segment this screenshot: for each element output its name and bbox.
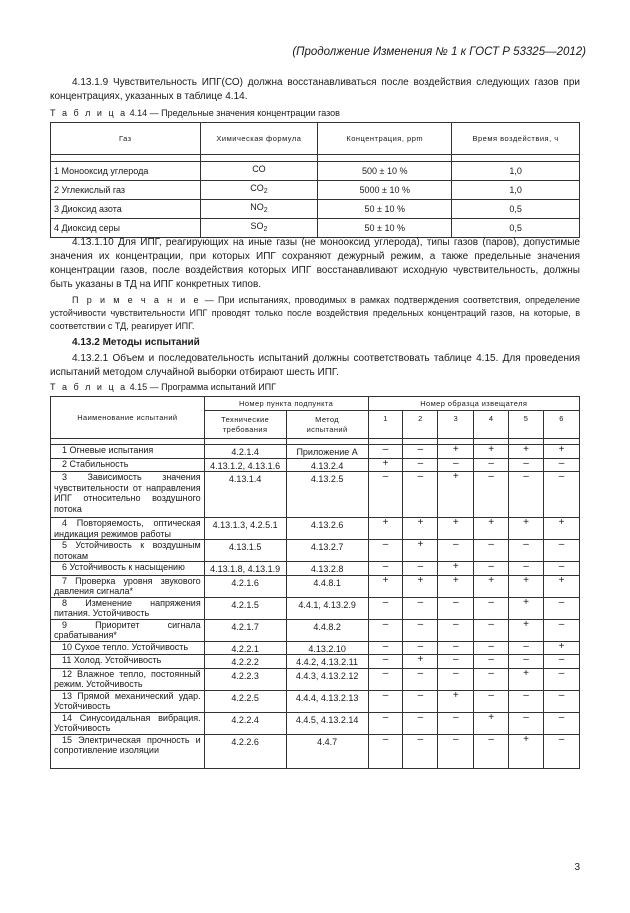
table-row [51,518,580,540]
table-row [51,597,580,619]
cell-method: 4.4.8.2 [286,619,368,641]
cell-sample-mark: + [474,712,509,734]
cell-requirements: 4.2.1.6 [204,575,286,597]
cell-sample-mark: – [474,734,509,768]
cell-requirements: 4.2.2.3 [204,668,286,690]
cell-sample-mark: – [474,619,509,641]
cell-sample-mark: – [368,619,403,641]
cell-requirements: 4.2.2.1 [204,641,286,655]
formula-subscript: 2 [263,188,268,195]
cell-sample-mark: – [544,540,580,562]
cell-sample-mark: – [509,641,544,655]
table-4-14 [50,122,580,238]
cell-sample-mark: – [438,619,474,641]
col-sample-1: 1 [368,411,403,439]
cell-method: Приложение А [286,445,368,459]
formula-subscript: 2 [263,207,268,214]
cell-test-name: 14 Синусоидальная вибрация. Устойчивость [51,712,205,734]
cell-test-name: 3 Зависимость значения чувствительности от направления ИПГ относительно воздушного потока [51,472,205,518]
cell-gas: 2 Углекислый газ [51,181,201,200]
col-header-sample: Номер образца извещателя [368,397,579,411]
cell-sample-mark: – [438,668,474,690]
cell-time: 0,5 [452,219,580,238]
cell-test-name: 8 Изменение напряжения питания. Устойчивость [51,597,205,619]
cell-time: 1,0 [452,162,580,181]
table-4-15-caption [50,382,276,392]
cell-sample-mark: – [368,597,403,619]
table-4-15 [50,396,580,769]
cell-sample-mark: – [544,619,580,641]
cell-requirements: 4.2.1.5 [204,597,286,619]
formula-subscript: 2 [263,226,268,233]
table-row [51,619,580,641]
cell-sample-mark: + [544,518,580,540]
cell-sample-mark: – [509,562,544,576]
table-row [51,712,580,734]
cell-sample-mark: + [403,575,438,597]
cell-sample-mark: – [403,641,438,655]
cell-test-name: 2 Стабильность [51,458,205,472]
note [50,294,580,333]
cell-sample-mark: + [438,472,474,518]
cell-method: 4.4.4, 4.13.2.13 [286,690,368,712]
cell-sample-mark: + [403,518,438,540]
cell-sample-mark: – [368,562,403,576]
cell-method: 4.4.5, 4.13.2.14 [286,712,368,734]
cell-sample-mark: – [368,668,403,690]
cell-test-name: 9 Приоритет сигнала срабатывания* [51,619,205,641]
cell-sample-mark: – [403,445,438,459]
col-header-method: Метод испытаний [286,411,368,439]
cell-sample-mark: – [509,655,544,669]
cell-sample-mark: + [438,575,474,597]
cell-formula [200,219,318,238]
cell-sample-mark: – [368,445,403,459]
table-row [51,575,580,597]
cell-sample-mark: + [368,575,403,597]
note-text: — При испытаниях, проводимых в рамках подтверждения соответствия, определение устойчивости чувствительности ИПГ проводят только после воздействия предельных концентраций газов, на которые, в соответствии с ТД, реагирует ИПГ. [50,295,580,331]
cell-sample-mark: + [509,518,544,540]
cell-sample-mark: – [509,458,544,472]
cell-sample-mark: – [368,472,403,518]
col-sample-4: 4 [474,411,509,439]
table-row [51,458,580,472]
cell-sample-mark: – [544,472,580,518]
cell-requirements: 4.2.1.4 [204,445,286,459]
cell-requirements: 4.13.1.3, 4.2.5.1 [204,518,286,540]
cell-sample-mark: – [403,472,438,518]
cell-sample-mark: + [474,518,509,540]
cell-sample-mark: + [509,445,544,459]
cell-sample-mark: + [544,641,580,655]
cell-sample-mark: – [403,458,438,472]
cell-sample-mark: – [403,597,438,619]
cell-sample-mark: – [368,734,403,768]
cell-sample-mark: – [474,562,509,576]
table-row [51,200,580,219]
table-row [51,540,580,562]
cell-concentration: 5000 ± 10 % [318,181,452,200]
cell-sample-mark: – [438,734,474,768]
formula-main: NO [250,202,264,212]
cell-time: 1,0 [452,181,580,200]
cell-sample-mark: – [474,655,509,669]
cell-sample-mark: – [474,458,509,472]
cell-sample-mark: – [474,540,509,562]
cell-time: 0,5 [452,200,580,219]
cell-method: 4.4.2, 4.13.2.11 [286,655,368,669]
table-row [51,219,580,238]
cell-sample-mark: – [368,540,403,562]
cell-test-name: 1 Огневые испытания [51,445,205,459]
cell-sample-mark: + [403,655,438,669]
col-sample-5: 5 [509,411,544,439]
table-row [51,562,580,576]
col-header-point: Номер пункта подпункта [204,397,368,411]
cell-test-name: 7 Проверка уровня звукового давления сигнала* [51,575,205,597]
col-header-requirements: Технические требования [204,411,286,439]
cell-sample-mark: – [438,597,474,619]
cell-sample-mark: – [544,734,580,768]
table-row [51,181,580,200]
table-caption-text: 4.14 — Предельные значения концентрации газов [129,108,340,118]
cell-concentration: 50 ± 10 % [318,219,452,238]
cell-sample-mark: – [474,472,509,518]
formula-main: CO [250,183,264,193]
cell-sample-mark: + [544,575,580,597]
cell-test-name: 4 Повторяемость, оптическая индикация режимов работы [51,518,205,540]
paragraph-4-13-1-9: 4.13.1.9 Чувствительность ИПГ(СО) должна восстанавливаться после воздействия следующих газов при концентрациях, указанных в таблице 4.14. [50,77,580,102]
table-caption-text: 4.15 — Программа испытаний ИПГ [129,382,277,392]
cell-sample-mark: + [509,734,544,768]
cell-method: 4.13.2.7 [286,540,368,562]
cell-sample-mark: – [544,690,580,712]
cell-sample-mark: – [474,641,509,655]
cell-sample-mark: – [544,597,580,619]
cell-method: 4.4.7 [286,734,368,768]
cell-formula [200,200,318,219]
col-sample-3: 3 [438,411,474,439]
paragraph-4-13-1-10: 4.13.1.10 Для ИПГ, реагирующих на иные газы (не монооксид углерода), типы газов (паров), допустимые значения их концентрации, при которых ИПГ сохраняют дежурный режим, а также предельные значения концентрации газов, после воздействия которых ИПГ восстанавливают исходную чувствительность, должны быть указаны в ТД на ИПГ конкретных типов. [50,237,580,290]
cell-test-name: 12 Влажное тепло, постоянный режим. Устойчивость [51,668,205,690]
cell-sample-mark: + [544,445,580,459]
cell-sample-mark: + [474,445,509,459]
cell-formula [200,162,318,181]
cell-sample-mark: – [544,655,580,669]
table-4-14-caption [50,108,340,118]
cell-method: 4.4.1, 4.13.2.9 [286,597,368,619]
table-row [51,472,580,518]
cell-test-name: 6 Устойчивость к насыщению [51,562,205,576]
cell-test-name: 10 Сухое тепло. Устойчивость [51,641,205,655]
table-row [51,668,580,690]
cell-sample-mark: – [403,562,438,576]
cell-concentration: 50 ± 10 % [318,200,452,219]
col-sample-6: 6 [544,411,580,439]
cell-sample-mark: – [438,712,474,734]
cell-sample-mark: – [474,668,509,690]
cell-sample-mark: – [509,712,544,734]
col-sample-2: 2 [403,411,438,439]
cell-test-name: 13 Прямой механический удар. Устойчивость [51,690,205,712]
cell-method: 4.13.2.6 [286,518,368,540]
col-header-concentration: Концентрация, ppm [318,123,452,155]
table-row [51,162,580,181]
cell-method: 4.13.2.10 [286,641,368,655]
table-row [51,445,580,459]
table-row [51,690,580,712]
cell-requirements: 4.13.1.4 [204,472,286,518]
cell-method: 4.13.2.5 [286,472,368,518]
running-header: (Продолжение Изменения № 1 к ГОСТ Р 53325—2012) [292,46,586,58]
cell-sample-mark: – [403,668,438,690]
cell-sample-mark: + [438,518,474,540]
col-header-time: Время воздействия, ч [452,123,580,155]
cell-sample-mark: + [438,445,474,459]
cell-requirements: 4.13.1.8, 4.13.1.9 [204,562,286,576]
note-label: П р и м е ч а н и е [72,295,201,305]
table-caption-prefix: Т а б л и ц а [50,382,128,392]
cell-sample-mark: – [474,690,509,712]
formula-main: CO [252,164,266,174]
cell-method: 4.4.3, 4.13.2.12 [286,668,368,690]
col-header-formula: Химическая формула [200,123,318,155]
cell-sample-mark: – [544,458,580,472]
cell-requirements: 4.2.2.2 [204,655,286,669]
cell-sample-mark: – [509,540,544,562]
cell-method: 4.13.2.4 [286,458,368,472]
cell-sample-mark: + [509,575,544,597]
cell-test-name: 11 Холод. Устойчивость [51,655,205,669]
table-row [51,734,580,768]
cell-method: 4.4.8.1 [286,575,368,597]
cell-sample-mark: – [544,668,580,690]
cell-sample-mark: – [509,690,544,712]
cell-sample-mark: + [509,619,544,641]
cell-sample-mark: – [368,655,403,669]
col-header-test-name: Наименование испытаний [51,397,205,439]
cell-formula [200,181,318,200]
cell-sample-mark: – [509,472,544,518]
cell-sample-mark: – [368,641,403,655]
cell-sample-mark: – [438,458,474,472]
cell-sample-mark: – [368,690,403,712]
cell-test-name: 15 Электрическая прочность и сопротивление изоляции [51,734,205,768]
cell-sample-mark: – [403,619,438,641]
cell-sample-mark: – [438,641,474,655]
cell-method: 4.13.2.8 [286,562,368,576]
table-row [51,641,580,655]
cell-sample-mark: + [368,518,403,540]
col-header-gas: Газ [51,123,201,155]
cell-sample-mark: – [403,734,438,768]
cell-sample-mark: + [438,562,474,576]
cell-test-name: 5 Устойчивость к воздушным потокам [51,540,205,562]
cell-sample-mark: + [509,597,544,619]
cell-sample-mark: – [474,597,509,619]
page-number: 3 [574,862,580,873]
cell-sample-mark: + [474,575,509,597]
cell-gas: 1 Монооксид углерода [51,162,201,181]
cell-sample-mark: – [403,690,438,712]
table-caption-prefix: Т а б л и ц а [50,108,128,118]
cell-requirements: 4.13.1.5 [204,540,286,562]
cell-sample-mark: + [403,540,438,562]
cell-sample-mark: – [368,712,403,734]
cell-gas: 3 Диоксид азота [51,200,201,219]
cell-requirements: 4.13.1.2, 4.13.1.6 [204,458,286,472]
cell-requirements: 4.2.2.6 [204,734,286,768]
table-row [51,655,580,669]
cell-sample-mark: – [438,540,474,562]
cell-requirements: 4.2.1.7 [204,619,286,641]
paragraph-4-13-2-1: 4.13.2.1 Объем и последовательность испытаний должны соответствовать таблице 4.15. Для проведения испытаний методом случайной выборки отбирают шесть ИПГ. [50,353,580,378]
cell-concentration: 500 ± 10 % [318,162,452,181]
cell-sample-mark: – [544,562,580,576]
cell-requirements: 4.2.2.5 [204,690,286,712]
cell-requirements: 4.2.2.4 [204,712,286,734]
cell-sample-mark: + [438,690,474,712]
cell-gas: 4 Диоксид серы [51,219,201,238]
formula-main: SO [250,221,264,231]
cell-sample-mark: + [509,668,544,690]
section-heading-4-13-2: 4.13.2 Методы испытаний [72,337,200,348]
cell-sample-mark: + [368,458,403,472]
cell-sample-mark: – [544,712,580,734]
cell-sample-mark: – [403,712,438,734]
cell-sample-mark: – [438,655,474,669]
